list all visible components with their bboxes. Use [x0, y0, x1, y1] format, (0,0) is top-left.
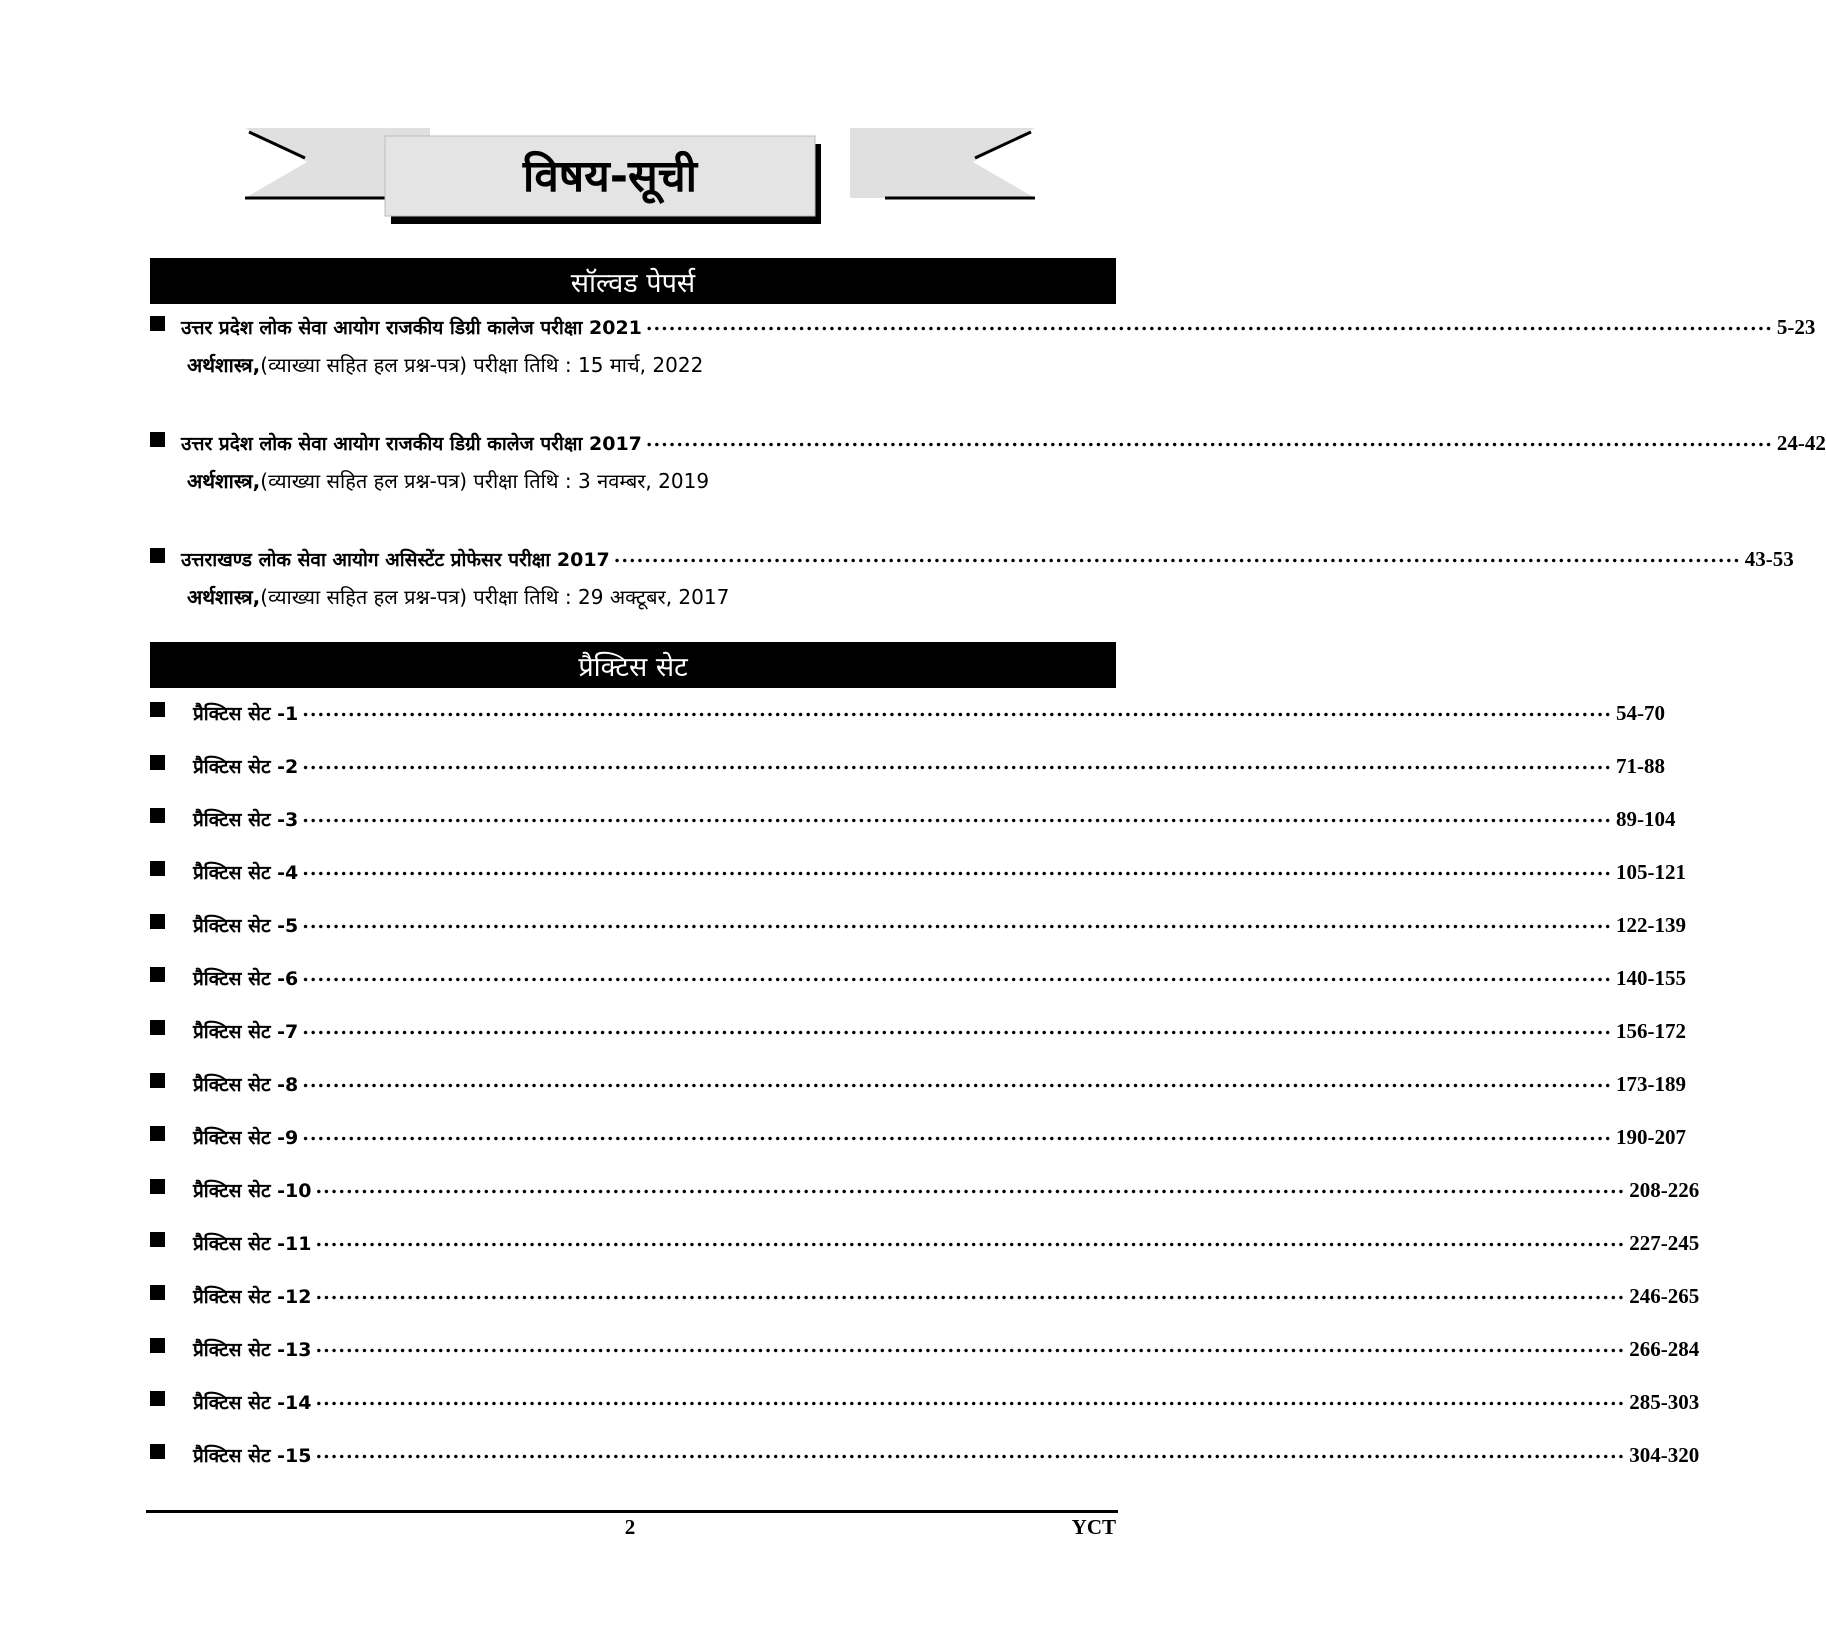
- dot-leader: ............................................................................................................................................................................: [302, 805, 1613, 827]
- entry-title: उत्तर प्रदेश लोक सेवा आयोग राजकीय डिग्री कालेज परीक्षा 2021: [181, 317, 642, 339]
- bullet-icon: [150, 1285, 165, 1300]
- bullet-icon: [150, 861, 165, 876]
- toc-entry-practice-8[interactable]: [150, 1063, 1687, 1097]
- dot-leader: ............................................................................................................................................................................: [302, 699, 1613, 721]
- entry-title: प्रैक्टिस सेट -13: [193, 1339, 312, 1361]
- bullet-icon: [150, 1391, 165, 1406]
- dot-leader: ....................................................................................................................................................: [645, 429, 1773, 451]
- entry-pages: 156-172: [1616, 1019, 1687, 1043]
- bullet-icon: [150, 1126, 165, 1141]
- entry-pages: 208-226: [1629, 1178, 1700, 1202]
- bullet-icon: [150, 1444, 165, 1459]
- dot-leader: ............................................................................................................................................................................: [302, 1017, 1613, 1039]
- entry-subtitle: [187, 348, 703, 380]
- entry-detail: (व्याख्या सहित हल प्रश्न-पत्र) परीक्षा तिथि : 15 मार्च, 2022: [260, 352, 704, 377]
- page-number: 2: [624, 1515, 636, 1539]
- toc-entry-practice-3[interactable]: [150, 798, 1676, 832]
- entry-subject: अर्थशास्त्र,: [187, 468, 261, 493]
- toc-entry-practice-4[interactable]: [150, 851, 1687, 885]
- dot-leader: ............................................................................................................................................................................: [302, 1123, 1613, 1145]
- bullet-icon: [150, 1338, 165, 1353]
- entry-detail: (व्याख्या सहित हल प्रश्न-पत्र) परीक्षा तिथि : 29 अक्टूबर, 2017: [260, 584, 730, 609]
- toc-entry-practice-12[interactable]: [150, 1275, 1700, 1309]
- toc-entry-practice-2[interactable]: [150, 745, 1666, 779]
- entry-pages: 227-245: [1629, 1231, 1700, 1255]
- dot-leader: ............................................................................................................................................................................: [302, 752, 1613, 774]
- entry-title: प्रैक्टिस सेट -8: [193, 1074, 299, 1096]
- entry-pages: 105-121: [1616, 860, 1687, 884]
- bullet-icon: [150, 548, 165, 563]
- entry-pages: 89-104: [1616, 807, 1676, 831]
- toc-entry-practice-11[interactable]: [150, 1222, 1700, 1256]
- bullet-icon: [150, 1232, 165, 1247]
- title-banner: [245, 118, 1035, 233]
- entry-subtitle: [187, 580, 729, 612]
- toc-entry-practice-6[interactable]: [150, 957, 1687, 991]
- entry-pages: 43-53: [1744, 547, 1794, 571]
- bullet-icon: [150, 1020, 165, 1035]
- entry-pages: 304-320: [1629, 1443, 1700, 1467]
- bullet-icon: [150, 702, 165, 717]
- entry-pages: 190-207: [1616, 1125, 1687, 1149]
- bullet-icon: [150, 914, 165, 929]
- entry-subtitle: [187, 464, 709, 496]
- dot-leader: ............................................................................................................................................................................: [315, 1229, 1626, 1251]
- entry-title: उत्तर प्रदेश लोक सेवा आयोग राजकीय डिग्री कालेज परीक्षा 2017: [181, 433, 642, 455]
- entry-pages: 173-189: [1616, 1072, 1687, 1096]
- toc-entry-practice-9[interactable]: [150, 1116, 1687, 1150]
- bullet-icon: [150, 1073, 165, 1088]
- entry-pages: 140-155: [1616, 966, 1687, 990]
- dot-leader: ............................................................................................................................................................................: [315, 1441, 1626, 1463]
- toc-entry-practice-14[interactable]: [150, 1381, 1700, 1415]
- toc-entry-practice-15[interactable]: [150, 1434, 1700, 1468]
- entry-pages: 285-303: [1629, 1390, 1700, 1414]
- entry-title: प्रैक्टिस सेट -5: [193, 915, 299, 937]
- entry-title: प्रैक्टिस सेट -3: [193, 809, 299, 831]
- toc-entry-solved-3[interactable]: [150, 538, 1794, 572]
- dot-leader: ............................................................................................................................................................................: [315, 1176, 1626, 1198]
- entry-title: प्रैक्टिस सेट -7: [193, 1021, 299, 1043]
- dot-leader: ....................................................................................................................................................: [645, 313, 1773, 335]
- bullet-icon: [150, 808, 165, 823]
- entry-detail: (व्याख्या सहित हल प्रश्न-पत्र) परीक्षा तिथि : 3 नवम्बर, 2019: [260, 468, 710, 493]
- bullet-icon: [150, 316, 165, 331]
- toc-entry-practice-5[interactable]: [150, 904, 1687, 938]
- entry-pages: 246-265: [1629, 1284, 1700, 1308]
- entry-pages: 122-139: [1616, 913, 1687, 937]
- entry-title: प्रैक्टिस सेट -1: [193, 703, 299, 725]
- toc-entry-practice-13[interactable]: [150, 1328, 1700, 1362]
- toc-entry-solved-2[interactable]: [150, 422, 1826, 456]
- entry-subject: अर्थशास्त्र,: [187, 584, 261, 609]
- entry-title: प्रैक्टिस सेट -4: [193, 862, 299, 884]
- entry-title: प्रैक्टिस सेट -2: [193, 756, 299, 778]
- bullet-icon: [150, 1179, 165, 1194]
- toc-entry-practice-7[interactable]: [150, 1010, 1687, 1044]
- dot-leader: ............................................................................................................................................................................: [302, 1070, 1613, 1092]
- dot-leader: ....................................................................................................................................................: [613, 545, 1741, 567]
- entry-title: प्रैक्टिस सेट -15: [193, 1445, 312, 1467]
- footer-divider: [146, 1510, 1118, 1513]
- section-header-practice-sets: प्रैक्टिस सेट: [150, 642, 1116, 688]
- dot-leader: ............................................................................................................................................................................: [302, 964, 1613, 986]
- entry-title: प्रैक्टिस सेट -11: [193, 1233, 312, 1255]
- bullet-icon: [150, 967, 165, 982]
- entry-pages: 5-23: [1776, 315, 1816, 339]
- entry-pages: 24-42: [1776, 431, 1826, 455]
- entry-subject: अर्थशास्त्र,: [187, 352, 261, 377]
- entry-title: प्रैक्टिस सेट -10: [193, 1180, 312, 1202]
- entry-title: उत्तराखण्ड लोक सेवा आयोग असिस्टेंट प्रोफेसर परीक्षा 2017: [181, 549, 610, 571]
- toc-entry-practice-1[interactable]: [150, 692, 1666, 726]
- dot-leader: ............................................................................................................................................................................: [315, 1388, 1626, 1410]
- entry-title: प्रैक्टिस सेट -12: [193, 1286, 312, 1308]
- bullet-icon: [150, 755, 165, 770]
- dot-leader: ............................................................................................................................................................................: [302, 911, 1613, 933]
- entry-title: प्रैक्टिस सेट -9: [193, 1127, 299, 1149]
- toc-entry-solved-1[interactable]: [150, 306, 1816, 340]
- page-title: विषय-सूची: [522, 151, 698, 202]
- entry-title: प्रैक्टिस सेट -6: [193, 968, 299, 990]
- entry-pages: 266-284: [1629, 1337, 1700, 1361]
- dot-leader: ............................................................................................................................................................................: [302, 858, 1613, 880]
- bullet-icon: [150, 432, 165, 447]
- section-header-solved-papers: सॉल्वड पेपर्स: [150, 258, 1116, 304]
- toc-entry-practice-10[interactable]: [150, 1169, 1700, 1203]
- entry-pages: 54-70: [1616, 701, 1666, 725]
- dot-leader: ............................................................................................................................................................................: [315, 1335, 1626, 1357]
- entry-title: प्रैक्टिस सेट -14: [193, 1392, 312, 1414]
- entry-pages: 71-88: [1616, 754, 1666, 778]
- publisher-brand: YCT: [1071, 1515, 1116, 1539]
- dot-leader: ............................................................................................................................................................................: [315, 1282, 1626, 1304]
